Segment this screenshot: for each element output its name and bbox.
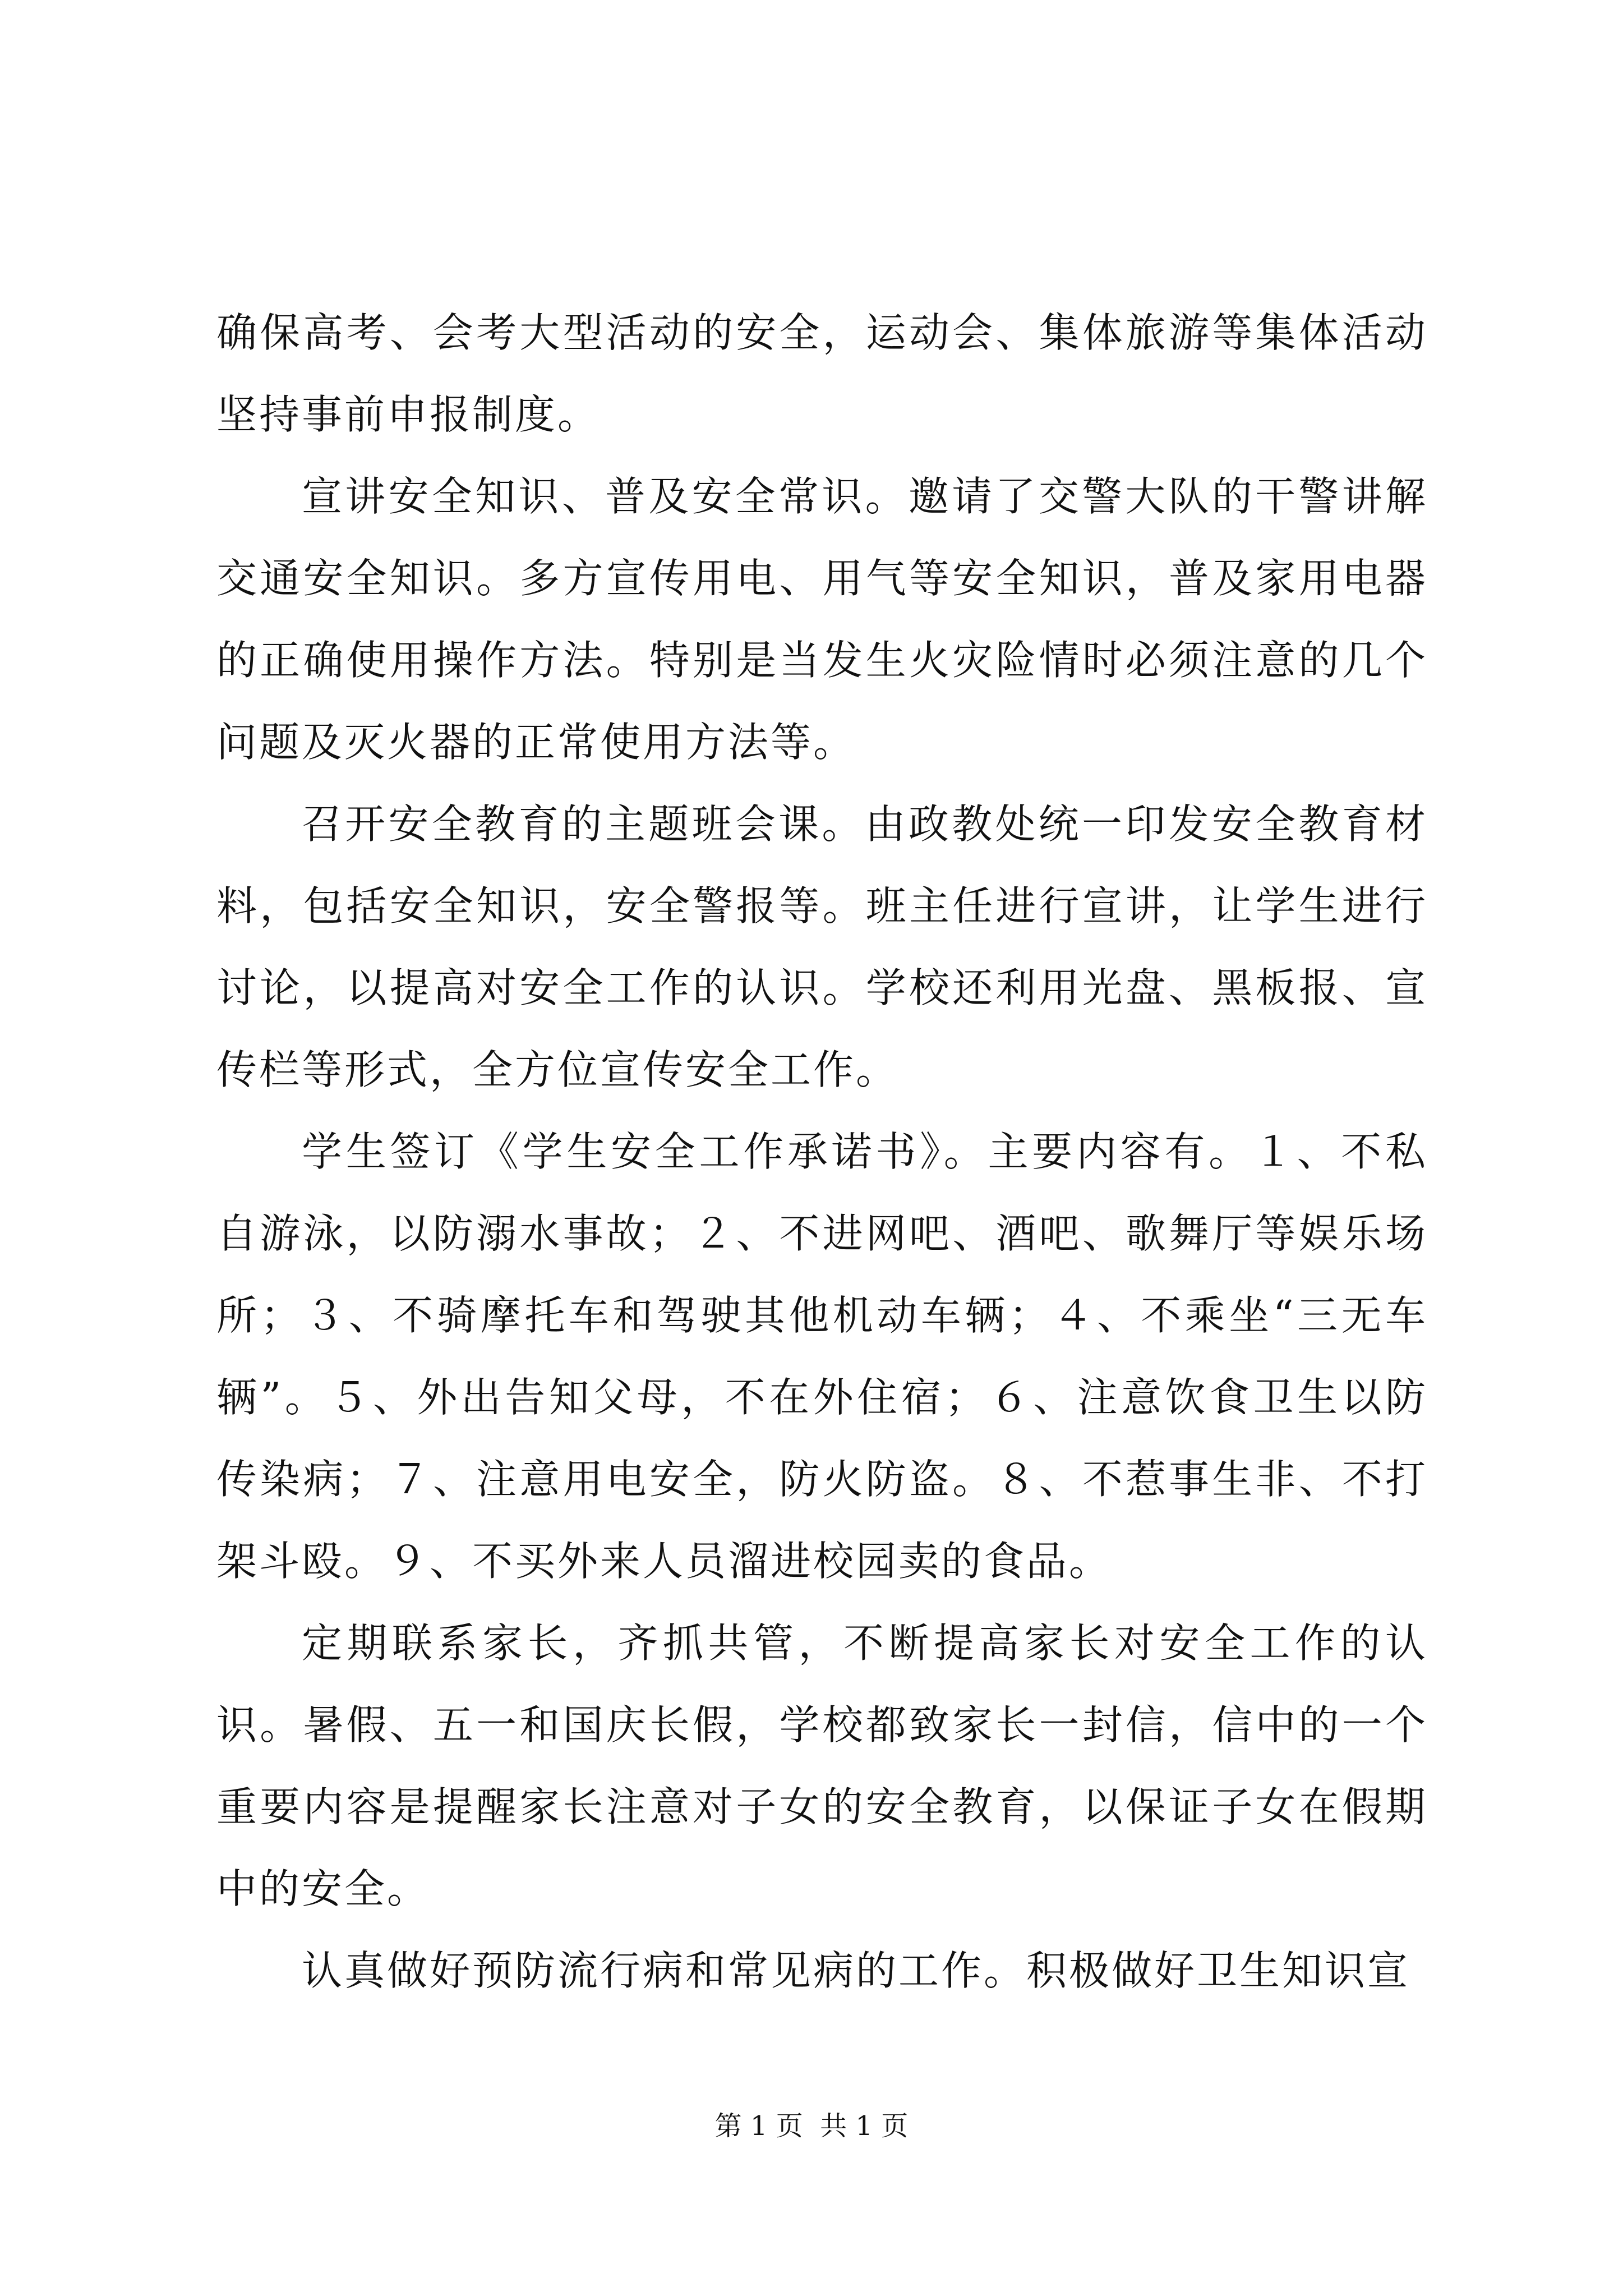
paragraph-5: 定期联系家长，齐抓共管，不断提高家长对安全工作的认识。暑假、五一和国庆长假，学校都致家长一封信，信中的一个重要内容是提醒家长注意对子女的安全教育，以保证子女在假期中的安全。 — [216, 1619, 1428, 1912]
paragraph-3: 召开安全教育的主题班会课。由政教处统一印发安全教育材料，包括安全知识，安全警报等。班主任进行宣讲，让学生进行讨论，以提高对安全工作的认识。学校还利用光盘、黑板报、宣传栏等形式，全方位宣传安全工作。 — [216, 800, 1428, 1093]
page-footer — [0, 2109, 1623, 2143]
paragraph-4: 学生签订《学生安全工作承诺书》。主要内容有。１、不私自游泳，以防溺水事故；２、不进网吧、酒吧、歌舞厅等娱乐场所；３、不骑摩托车和驾驶其他机动车辆；４、不乘坐“三无车辆”。５、外出告知父母，不在外住宿；６、注意饮食卫生以防传染病；７、注意用电安全，防火防盗。８、不惹事生非、不打架斗殴。９、不买外来人员溜进校园卖的食品。 — [216, 1128, 1428, 1585]
paragraph-6: 认真做好预防流行病和常见病的工作。积极做好卫生知识宣 — [302, 1947, 1410, 1994]
page-number-label: 第 1 页 共 1 页 — [714, 2110, 909, 2142]
paragraph-2: 宣讲安全知识、普及安全常识。邀请了交警大队的干警讲解交通安全知识。多方宣传用电、用气等安全知识，普及家用电器的正确使用操作方法。特别是当发生火灾险情时必须注意的几个问题及灭火器的正常使用方法等。 — [216, 473, 1428, 766]
document-body — [216, 292, 1428, 2012]
paragraph-1: 确保高考、会考大型活动的安全，运动会、集体旅游等集体活动坚持事前申报制度。 — [216, 309, 1428, 438]
